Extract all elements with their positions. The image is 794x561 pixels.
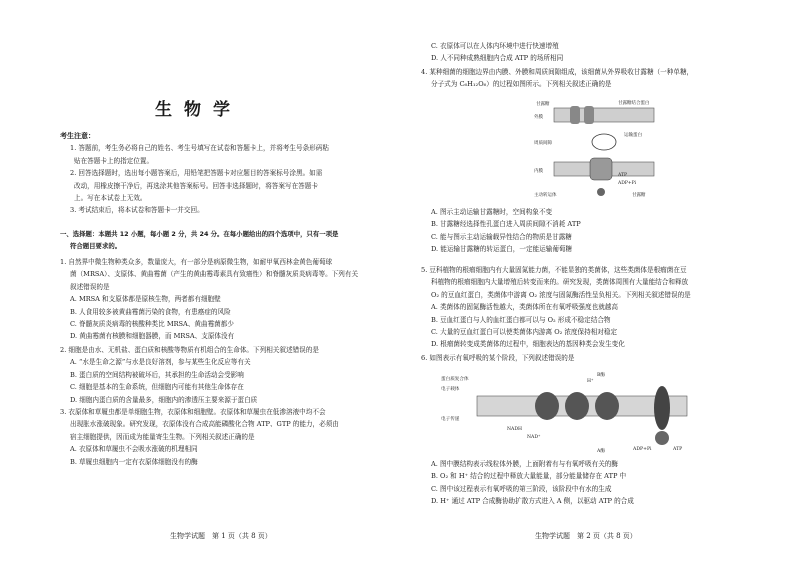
q2-option-d: D. 细胞内蛋白质的含量最多，细胞内的渗透压主要来源于蛋白质 (70, 395, 258, 404)
fig2-label: NAD⁺ (527, 435, 541, 440)
notice-heading: 考生注意： (60, 131, 95, 140)
q1-option-c: C. 脊髓灰质炎病毒的核酸种类比 MRSA、黄曲霉菌都少 (70, 320, 234, 329)
fig2-label: ADP+Pi (633, 447, 652, 452)
question-4 (421, 66, 776, 91)
q4-option-d: D. 能运输甘露糖的转运蛋白，一定能运输葡萄糖 (431, 245, 573, 254)
q3-stem: 3. 衣原体和草履虫都是单细胞生物，衣原体和细胞壁。衣原体和草履虫在低渗溶液中均不会 (60, 408, 326, 416)
q3-option-c: C. 衣原体可以在人体内环境中进行快速增殖 (431, 42, 559, 50)
q1-option-a: A. MRSA 和支原体都是原核生物，两者都有细胞壁 (70, 295, 221, 304)
notice-line: 3. 考试结束后，将本试卷和答题卡一并交回。 (70, 206, 204, 215)
q1-stem: 叙述错误的是 (70, 282, 110, 291)
fig1-label: 周质间隙 (534, 141, 552, 146)
q6-option-d: D. H⁺ 通过 ATP 合成酶协助扩散方式进入 A 侧，以驱动 ATP 的合成 (431, 497, 634, 506)
page-footer: 生物学试题 第 1 页（共 8 页） (170, 532, 272, 540)
notice-line: 上。写在本试卷上无效。 (74, 194, 147, 203)
fig2-label: 电子载体 (441, 387, 460, 392)
q5-option-b: B. 豆血红蛋白与人的血红蛋白都可以与 O₂ 形成不稳定结合物 (431, 315, 611, 324)
question-3-continued (421, 40, 776, 65)
fig1-label: 甘露糖 (632, 193, 646, 198)
q1-option-b: B. 人食用较多被黄曲霉菌污染的食物，有患癌症的风险 (70, 307, 231, 316)
fig1-label: 主动转运体 (534, 193, 557, 198)
question-5 (421, 264, 776, 351)
q4-option-b: B. 甘露糖经选择性孔蛋白进入周质间隙不消耗 ATP (431, 220, 581, 229)
q5-option-d: D. 根瘤菌转变成类菌体的过程中，细胞表达的基因种类会发生变化 (431, 340, 625, 349)
q6-option-a: A. 图中膜结构表示线粒体外膜，上面附着有与有氧呼吸有关的酶 (431, 460, 618, 468)
fig2-label: B酶 (597, 373, 605, 378)
q1-stem: 1. 自然界中微生物种类众多，数量庞大，有一部分是病原微生物，如耐甲氧西林金黄色葡萄球 (60, 258, 333, 266)
q4-stem: 4. 某种细菌的细胞边界由内膜、外膜和周质间隙组成，该细菌从外界吸收甘露糖（一种单糖， (421, 68, 694, 76)
q5-stem: O₂ 的豆血红蛋白，类菌体中游离 O₂ 浓度与固氮酶活性呈负相关。下列相关叙述错误的是 (431, 290, 691, 299)
q5-stem: 科植物的根瘤细胞内大量增殖后转变而来的。研究发现，类菌体周围有大量能结合和释放 (431, 278, 689, 287)
section-line: 符合题目要求的。 (70, 242, 122, 251)
notice-line: 2. 回答选择题时，选出每小题答案后，用铅笔把答题卡对应题目的答案标号涂黑。如需 (70, 169, 323, 178)
q4-option-a: A. 图示主动运输甘露糖时，空间构象不变 (431, 208, 553, 216)
q1-stem: 菌（MRSA）、支原体、黄曲霉菌（产生的黄曲霉毒素具有致癌性）和脊髓灰质炎病毒等。下列有关 (70, 270, 359, 279)
notice-line: 1. 答题前，考生务必将自己的姓名、考生号填写在试卷和答题卡上，并将考生号条形码粘 (70, 144, 329, 153)
fig1-label: 内膜 (534, 169, 543, 174)
fig1-label: 运输蛋白 (624, 133, 642, 138)
q2-stem: 2. 细胞是由水、无机盐、蛋白质和核酸等物质有机组合的生命体。下列相关叙述错误的是 (60, 346, 319, 354)
q3-stem: 宿主细胞提供，因而成为能量寄生生物。下列相关叙述正确的是 (70, 432, 255, 441)
q3-option-d: D. 人不同种成熟细胞内合成 ATP 的场所相同 (431, 54, 564, 63)
question-1 (60, 256, 379, 343)
fig1-label: 外膜 (534, 115, 543, 120)
q1-option-d: D. 黄曲霉菌有核膜和细胞器膜，而 MRSA、支原体没有 (70, 332, 235, 341)
section-heading (60, 228, 379, 253)
q6-stem: 6. 如图表示有氧呼吸的某个阶段，下列叙述错误的是 (421, 354, 575, 362)
fig2-label: H⁺ (587, 379, 594, 384)
q2-option-c: C. 细胞是基本的生命系统，但细胞内可能有其他生命体存在 (70, 383, 244, 392)
fig1-label: 甘露糖 (536, 102, 550, 107)
q5-stem: 5. 豆科植物的根瘤细胞内有大量固氮能力菌，不能显独的类菌体，这些类菌体是根瘤菌在豆 (421, 266, 687, 274)
q5-option-a: A. 类菌体的固氮酶活性越大，类菌体所在有氧呼吸强度也就越高 (431, 303, 618, 312)
section-line: 一、选择题：本题共 12 小题，每小题 2 分，共 24 分。在每小题给出的四个选项中，只有一项是 (60, 230, 339, 238)
page-title: 生物学 (155, 100, 242, 120)
q3-option-a: A. 衣原体和草履虫不会吸水涨破的机理相同 (70, 445, 198, 454)
q3-stem: 出现胀水涨破现象。研究发现，衣原体没有合成高能磷酸化合物 ATP、GTP 的能力，必须由 (70, 420, 339, 429)
notice-block (60, 130, 379, 217)
q4-option-c: C. 能与图示主动运输载异性结合的物质是甘露糖 (431, 232, 572, 241)
respiration-chain-figure (437, 368, 697, 456)
fig2-label: 电子传递 (441, 417, 460, 422)
question-2 (60, 344, 379, 406)
fig2-label: ATP (673, 447, 683, 452)
q3-option-b: B. 草履虫细胞内一定有衣原体细胞没有的酶 (70, 457, 198, 466)
mannose-transport-figure (532, 96, 682, 200)
fig1-label: 甘露糖结合蛋白 (618, 101, 650, 106)
question-6-options (421, 458, 776, 508)
page-footer: 生物学试题 第 2 页（共 8 页） (535, 532, 637, 540)
q6-option-b: B. O₂ 和 H⁺ 结合的过程中释放大量能量，部分能量储存在 ATP 中 (431, 472, 627, 481)
q5-option-c: C. 大量的豆血红蛋白可以使类菌体内游离 O₂ 浓度保持相对稳定 (431, 328, 618, 337)
fig2-label: A酶 (597, 449, 605, 454)
q6-option-c: C. 图中该过程表示有氧呼吸的第三阶段，该阶段中有水的生成 (431, 484, 612, 493)
notice-line: 贴在答题卡上的指定位置。 (74, 156, 154, 165)
question-4-options (421, 206, 776, 256)
question-6 (421, 352, 776, 364)
q2-option-a: A. “水是生命之源”与水是良好溶剂，参与某些生化反应等有关 (70, 358, 251, 367)
fig1-label: ATP (618, 173, 628, 178)
fig1-label: ADP+Pi (618, 181, 637, 186)
page-right (397, 0, 794, 561)
notice-line: 改动，用橡皮擦干净后，再选涂其他答案标号。回答非选择题时，将答案写在答题卡 (74, 181, 318, 190)
q4-stem: 分子式为 C₆H₁₂O₆）的过程如图所示。下列相关叙述正确的是 (431, 80, 612, 89)
question-3 (60, 406, 379, 468)
q2-option-b: B. 蛋白质的空间结构被破坏后，其承担的生命活动会受影响 (70, 370, 244, 379)
fig2-label: NADH (507, 427, 523, 432)
fig2-label: 蛋白质复合体 (441, 377, 469, 382)
